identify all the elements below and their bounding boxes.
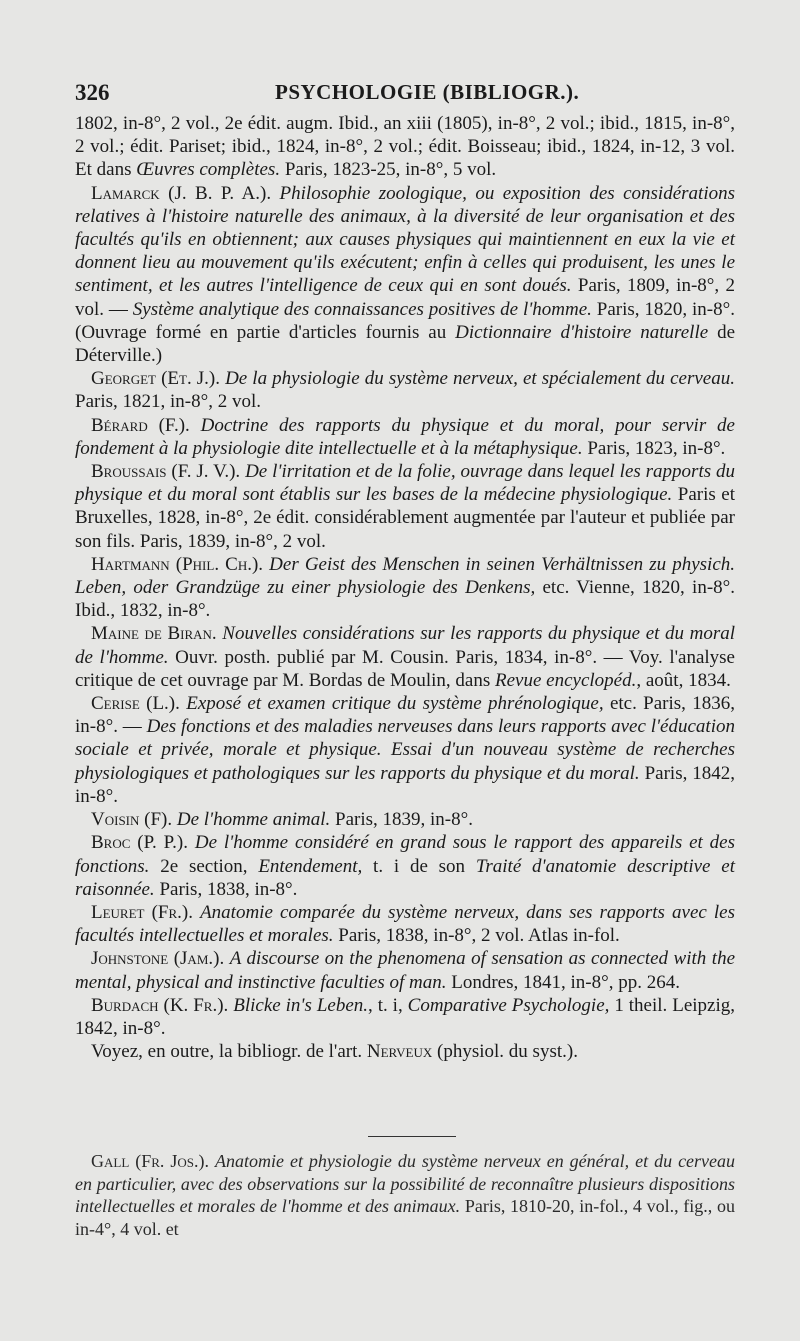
entry-title-text: Blicke in's Leben. — [233, 994, 369, 1016]
bibliography-entry — [75, 182, 735, 368]
entry-title-text: Système analytique des connaissances positives de l'homme. — [132, 298, 592, 320]
entry-title-text: De la physiologie du système nerveux, et spécialement du cerveau. — [225, 368, 735, 390]
entry-title-text: Anatomie et physiologie du système nerveux en général, et du cerveau en particulier, avec des observations sur la possibilité de reconnaître plusieurs dispositions intellectuelles et morales de l'homme et des animaux. — [75, 1151, 736, 1216]
entry-text: , août, 1834. — [636, 669, 731, 691]
entry-text: Paris, 1809, in-8°, 2 vol. — — [75, 275, 735, 320]
entry-text: 1 theil. Leipzig, 1842, in-8°. — [75, 994, 736, 1039]
bibliography-entry — [75, 901, 735, 947]
page-header — [75, 80, 735, 110]
entry-text: Ouvr. posth. publié par M. Cousin. Paris, 1834, in-8°. — Voy. l'analyse critique de cet ouvrage par M. Bordas de Moulin, dans — [75, 646, 735, 691]
entry-title-text: Anatomie comparée du système nerveux, dans ses rapports avec les facultés intellectuelles et morales. — [75, 901, 735, 947]
entry-text: Paris, 1821, in-8°, 2 vol. — [75, 391, 261, 413]
entry-author: Broc (P. P.). — [91, 832, 188, 854]
entry-title-text: Comparative Psychologie, — [407, 994, 610, 1016]
entry-author: Johnstone (Jam.). — [91, 948, 225, 970]
entry-author: Voisin (F). — [91, 809, 173, 831]
entry-title-text: A discourse on the phenomena of sensation as connected with the mental, physical and instinctive faculties of man. — [75, 948, 736, 993]
bibliography-entry — [75, 112, 735, 182]
entry-title-text: Der Geist des Menschen in seinen Verhältnissen zu physich. Leben, oder Grandzüge zu einer physiologie des Denkens, — [75, 553, 736, 599]
entry-text: Paris, 1820, in-8°. (Ouvrage formé en partie d'articles fournis au — [75, 298, 735, 343]
section-divider — [368, 1136, 456, 1137]
entry-author: Broussais (F. J. V.). — [91, 461, 241, 483]
entry-text: etc. Paris, 1836, in-8°. — — [75, 693, 736, 738]
bibliography-entry — [75, 831, 735, 901]
entry-text: Voyez, en outre, la bibliogr. de l'art. — [91, 1041, 367, 1063]
entry-author: Cerise (L.). — [91, 693, 180, 715]
entry-title-text: Traité d'anatomie descriptive et raisonnée. — [75, 855, 735, 900]
entry-author: Gall (Fr. Jos.). — [91, 1151, 210, 1171]
entry-text: (physiol. du syst.). — [432, 1041, 578, 1063]
entry-text: Paris, 1823-25, in-8°, 5 vol. — [280, 159, 497, 181]
bibliography-entry — [75, 994, 735, 1040]
entry-title-text: De l'irritation et de la folie, ouvrage dans lequel les rapports du physique et du moral sont établis sur les bases de la médecine physiologique. — [75, 461, 735, 506]
running-title: PSYCHOLOGIE (BIBLIOGR.). — [275, 80, 580, 104]
entry-title-text: De l'homme animal. — [176, 809, 331, 831]
entry-text: 2e section, — [149, 855, 259, 877]
bibliography-entry — [75, 553, 735, 623]
bibliography-entry — [75, 808, 735, 831]
entry-text: Paris, 1823, in-8°. — [582, 437, 726, 459]
bibliography-entry — [75, 622, 735, 692]
entry-author: Leuret (Fr.). — [91, 901, 193, 923]
entry-author: Georget (Et. J.). — [91, 368, 220, 390]
bibliography-entry — [75, 692, 735, 808]
entry-text: Paris, 1839, in-8°. — [330, 809, 473, 831]
footnote — [75, 1150, 735, 1240]
entry-author: Burdach (K. Fr.). — [91, 994, 229, 1016]
entry-text: Londres, 1841, in-8°, pp. 264. — [446, 971, 680, 993]
bibliography-entry — [75, 947, 735, 993]
entry-text: Paris et Bruxelles, 1828, in-8°, 2e édit. considérablement augmentée par l'auteur et publiée par son fils. Paris, 1839, in-8°, 2 vol. — [75, 484, 735, 552]
entry-title-text: Des fonctions et des maladies nerveuses dans leurs rapports avec l'éducation sociale et privée, morale et physique. Essai d'un nouveau système de recherches physiologiques et pathologiques sur les rapports du physique et du moral. — [75, 716, 735, 784]
entry-text: Paris, 1842, in-8°. — [75, 762, 735, 807]
entry-title-text: De l'homme considéré en grand sous le rapport des appareils et des fonctions. — [75, 832, 736, 877]
entry-title-text: Dictionnaire d'histoire naturelle — [455, 321, 709, 343]
entry-author: Bérard (F.). — [91, 414, 190, 436]
entry-title-text: Entendement, — [258, 855, 363, 877]
entry-title-text: Exposé et examen critique du système phrénologique, — [186, 693, 604, 715]
bibliography-entry — [75, 414, 735, 460]
entry-title-text: Nouvelles considérations sur les rapports du physique et du moral de l'homme. — [75, 623, 736, 668]
entry-text: t. i de son — [362, 855, 476, 877]
bibliography-entry — [75, 367, 735, 413]
bibliography-entry — [75, 460, 735, 553]
entry-text: Nerveux — [366, 1041, 433, 1063]
bibliography-entry — [75, 1150, 735, 1240]
entry-text: , t. i, — [368, 994, 408, 1016]
entry-text: Paris, 1838, in-8°. — [154, 878, 298, 900]
bibliography-body — [75, 112, 735, 1063]
page-number: 326 — [75, 80, 110, 105]
entry-text: etc. Vienne, 1820, in-8°. Ibid., 1832, in-8°. — [75, 577, 735, 622]
bibliography-entry — [75, 1040, 735, 1063]
entry-text: 1802, in-8°, 2 vol., 2e édit. augm. Ibid., an xiii (1805), in-8°, 2 vol.; ibid., 1815, in-8°, 2 vol.; édit. Pariset; ibid., 1824, in-8°, 2 vol.; édit. Boisseau; ibid., 1824, in-12, 3 vol. Et dans — [75, 113, 735, 181]
entry-title-text: Œuvres complètes. — [136, 159, 281, 181]
entry-title-text: Doctrine des rapports du physique et du moral, pour servir de fondement à la physiologie dite intellectuelle et à la métaphysique. — [75, 414, 735, 459]
entry-text: de Déterville.) — [75, 321, 736, 367]
entry-text: Paris, 1838, in-8°, 2 vol. Atlas in-fol. — [333, 925, 620, 947]
entry-author: Maine de Biran. — [91, 623, 217, 645]
entry-author: Hartmann (Phil. Ch.). — [91, 553, 264, 575]
entry-text: Paris, 1810-20, in-fol., 4 vol., fig., ou in-4°, 4 vol. et — [75, 1196, 736, 1239]
entry-title-text: Philosophie zoologique, ou exposition des considérations relatives à l'histoire naturelle des animaux, à la diversité de leur organisation et des facultés qu'ils en obtiennent; aux causes physiques qui maintiennent en eux la vie et donnent lieu au mouvement qu'ils exécutent; enfin à celles qui produisent, les unes le sentiment, et les autres l'intelligence de ceux qui en sont doués. — [75, 182, 735, 297]
entry-title-text: Revue encyclopéd. — [495, 669, 637, 691]
entry-author: Lamarck (J. B. P. A.). — [91, 182, 272, 204]
